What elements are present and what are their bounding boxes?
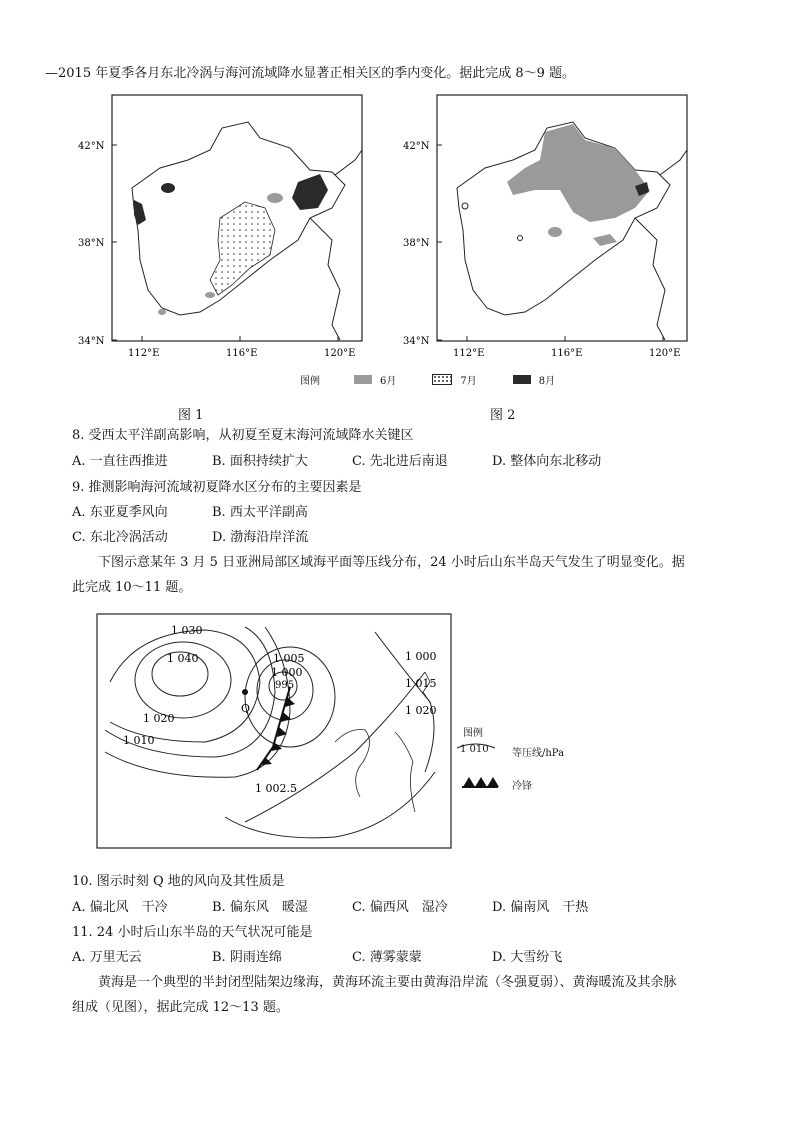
question-8-option-c: C. 先北进后南退 (352, 454, 448, 469)
map-frame (97, 614, 451, 848)
question-8-option-a: A. 一直往西推进 (72, 454, 168, 469)
question-8-stem: 8. 受西太平洋副高影响，从初夏至夏末海河流域降水关键区 (72, 428, 414, 443)
lat-label-42: 42°N (78, 141, 105, 152)
legend-august-swatch (513, 375, 531, 384)
question-10-option-d: D. 偏南风 干热 (492, 900, 589, 915)
lon-label-116: 116°E (226, 348, 258, 359)
question-11-stem: 11. 24 小时后山东半岛的天气状况可能是 (72, 925, 313, 940)
figure-1-map (70, 90, 370, 380)
question-10-option-b: B. 偏东风 暖湿 (212, 900, 308, 915)
lat-label-34: 34°N (403, 336, 430, 347)
lon-label-112: 112°E (453, 348, 485, 359)
figure-1-caption: 图 1 (178, 408, 204, 423)
legend-june-label: 6月 (380, 375, 397, 387)
isobar-label: 1 015 (405, 677, 437, 690)
question-11-option-c: C. 薄雾蒙蒙 (352, 950, 422, 965)
map-legend (300, 371, 555, 387)
figure-2-map (395, 90, 695, 380)
legend-july-swatch (432, 374, 452, 385)
isobar-label: 1 002.5 (255, 782, 297, 795)
question-10-option-a: A. 偏北风 干冷 (72, 900, 168, 915)
question-9-option-c: C. 东北冷涡活动 (72, 530, 168, 545)
question-8-option-d: D. 整体向东北移动 (492, 454, 602, 469)
isobar-label: 1 010 (123, 734, 155, 747)
question-10-stem: 10. 图示时刻 Q 地的风向及其性质是 (72, 874, 285, 889)
point-q-label: Q (241, 702, 251, 715)
isobar-legend-title: 图例 (463, 728, 483, 739)
cold-front-legend-icon (460, 774, 500, 790)
isobar-label: 1 000 (271, 666, 303, 679)
isobar-label: 995 (275, 680, 295, 691)
lon-label-120: 120°E (324, 348, 356, 359)
question-11-option-b: B. 阴雨连绵 (212, 950, 282, 965)
august-region-small (161, 183, 175, 193)
isobar-legend-text: 等压线/hPa (512, 748, 565, 759)
point-q-marker (242, 689, 248, 695)
lon-label-112: 112°E (128, 348, 160, 359)
question-9-option-a: A. 东亚夏季风向 (72, 505, 168, 520)
isobar-label: 1 020 (143, 712, 175, 725)
legend-august-label: 8月 (538, 375, 556, 387)
isobar-legend-value: 1 010 (460, 744, 489, 755)
intro-text-3-line-1: 黄海是一个典型的半封闭型陆架边缘海，黄海环流主要由黄海沿岸流（冬强夏弱）、黄海暖流及其余脉 (98, 975, 677, 990)
legend-title: 图例 (300, 375, 320, 387)
intro-text-3-line-2: 组成（见图），据此完成 12～13 题。 (72, 1000, 289, 1015)
isobar-label: 1 000 (405, 650, 437, 663)
question-8-option-b: B. 面积持续扩大 (212, 454, 308, 469)
legend-july-label: 7月 (460, 375, 477, 387)
intro-text-2-line-1: 下图示意某年 3 月 5 日亚洲局部区域海平面等压线分布，24 小时后山东半岛天气发生了明显变化。据 (98, 555, 685, 570)
isobar-label: 1 040 (167, 652, 199, 665)
lat-label-38: 38°N (403, 238, 430, 249)
lon-label-116: 116°E (551, 348, 583, 359)
lat-label-38: 38°N (78, 238, 105, 249)
june-region-small (548, 227, 562, 237)
isobar-map (95, 612, 455, 852)
isobar-label: 1 020 (405, 704, 437, 717)
lat-label-42: 42°N (403, 141, 430, 152)
legend-june-swatch (354, 375, 372, 384)
cold-front-legend-text: 冷锋 (512, 781, 532, 792)
intro-text-1: —2015 年夏季各月东北冷涡与海河流域降水显著正相关区的季内变化。据此完成 8～9 题。 (45, 66, 576, 81)
question-11-option-a: A. 万里无云 (72, 950, 142, 965)
question-9-option-d: D. 渤海沿岸洋流 (212, 530, 309, 545)
question-9-option-b: B. 西太平洋副高 (212, 505, 308, 520)
question-11-option-d: D. 大雪纷飞 (492, 950, 563, 965)
isobar-label: 1 005 (273, 652, 305, 665)
june-region-small (267, 193, 283, 203)
intro-text-2-line-2: 此完成 10～11 题。 (72, 580, 192, 595)
lon-label-120: 120°E (649, 348, 681, 359)
figure-2-caption: 图 2 (490, 408, 516, 423)
isobar-label: 1 030 (171, 624, 203, 637)
question-9-stem: 9. 推测影响海河流域初夏降水区分布的主要因素是 (72, 480, 362, 495)
question-10-option-c: C. 偏西风 湿冷 (352, 900, 448, 915)
lat-label-34: 34°N (78, 336, 105, 347)
